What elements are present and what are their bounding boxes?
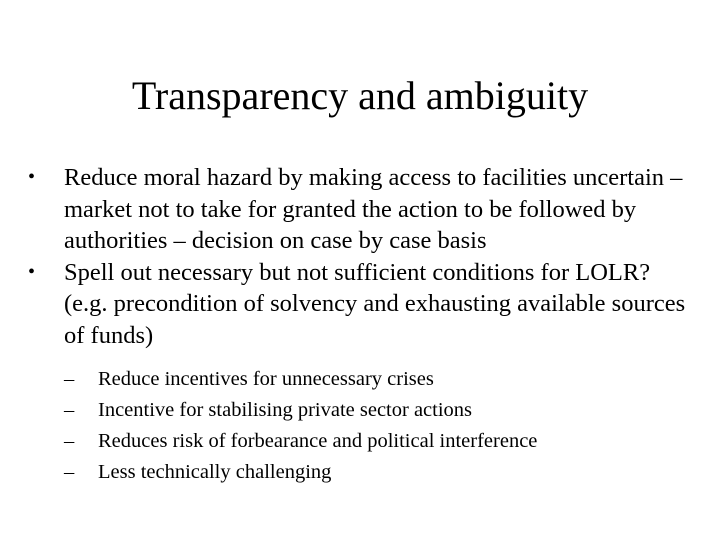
sub-bullet-item <box>64 457 698 488</box>
bullet-text: Spell out necessary but not sufficient conditions for LOLR? (e.g. precondition of solvency and exhausting available sources of funds) <box>64 258 686 349</box>
bullet-text: Reduce moral hazard by making access to facilities uncertain – market not to take for granted the action to be followed by authorities – decision on case by case basis <box>64 164 683 254</box>
sub-bullet-text: Reduces risk of forbearance and political interference <box>98 430 538 452</box>
sub-bullet-marker: – <box>64 461 75 483</box>
sub-bullet-marker: – <box>64 430 75 452</box>
bullet-item <box>28 257 698 489</box>
bullet-list <box>28 162 698 488</box>
sub-bullet-list <box>64 364 698 488</box>
bullet-marker: • <box>28 260 36 283</box>
sub-bullet-item <box>64 395 698 426</box>
sub-bullet-text: Reduce incentives for unnecessary crises <box>98 368 434 390</box>
sub-bullet-text: Incentive for stabilising private sector actions <box>98 399 473 421</box>
sub-bullet-text: Less technically challenging <box>98 461 332 483</box>
sub-bullet-item <box>64 426 698 457</box>
bullet-marker: • <box>28 166 36 188</box>
sub-bullet-marker: – <box>64 399 75 421</box>
sub-bullet-marker: – <box>64 368 75 390</box>
sub-bullet-item <box>64 364 698 395</box>
bullet-item <box>28 162 698 257</box>
slide-title: Transparency and ambiguity <box>131 73 589 118</box>
